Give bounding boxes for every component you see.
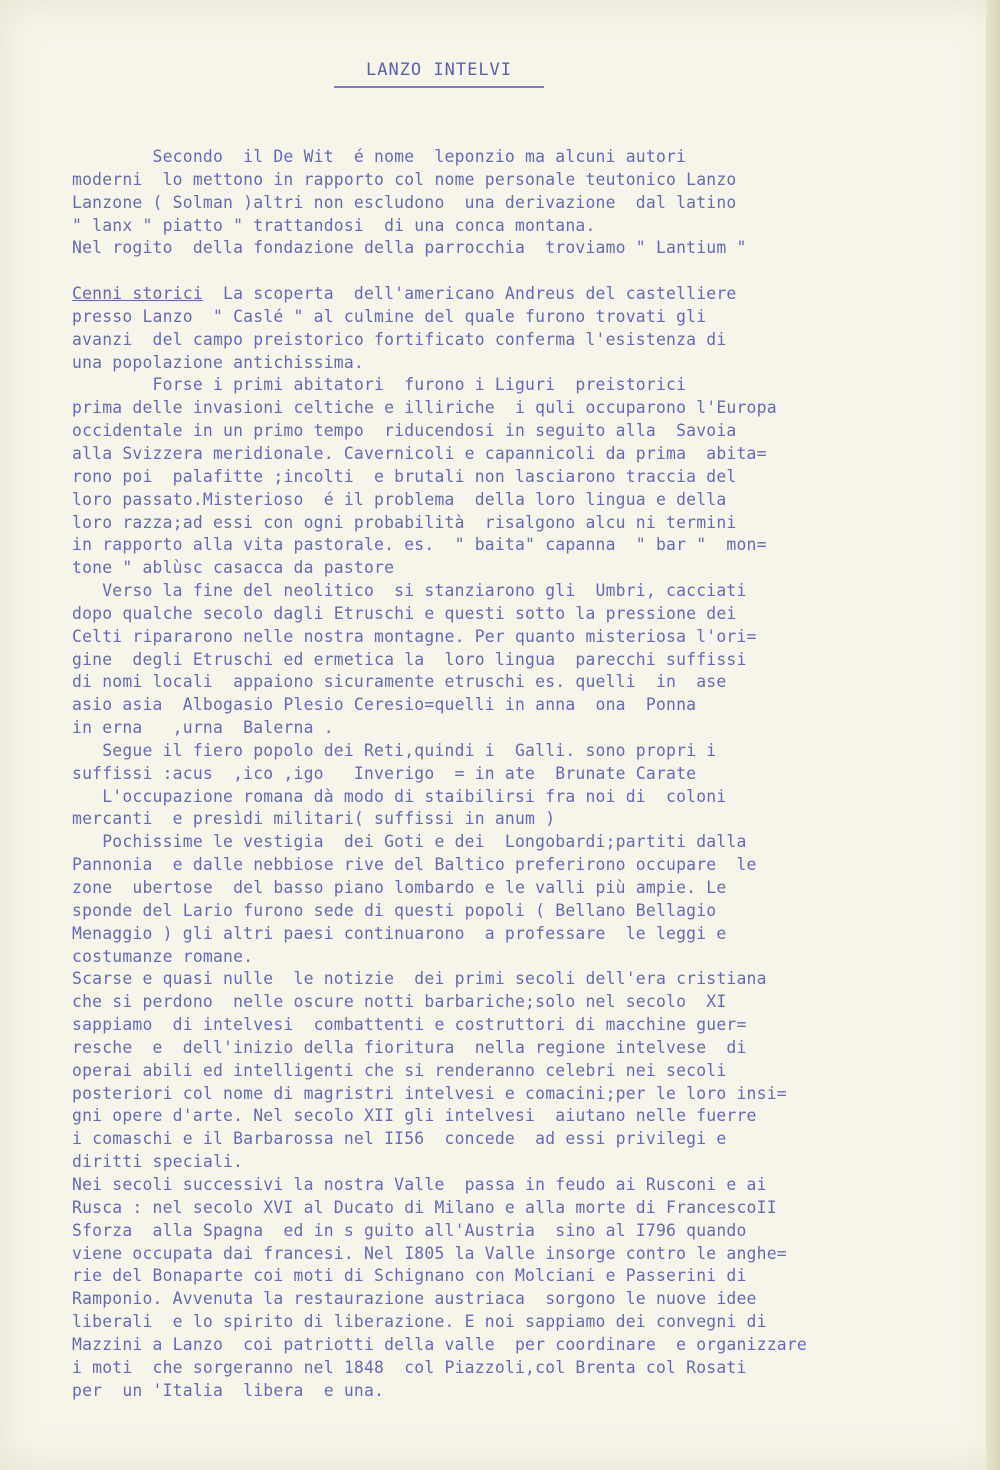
text-line: Rusca : nel secolo XVI al Ducato di Milano e alla morte di FrancescoII — [72, 1197, 777, 1217]
text-line: gine degli Etruschi ed ermetica la loro lingua parecchi suffissi — [72, 649, 747, 669]
text-line: gni opere d'arte. Nel secolo XII gli intelvesi aiutano nelle fuerre — [72, 1106, 757, 1126]
text-line: Forse i primi abitatori furono i Liguri preistorici — [72, 375, 687, 395]
text-line: operai abili ed intelligenti che si renderanno celebri nei secoli — [72, 1060, 727, 1080]
text-line: " lanx " piatto " trattandosi di una conca montana. — [72, 215, 596, 235]
text-line-with-heading — [72, 283, 932, 306]
text-line: i comaschi e il Barbarossa nel II56 concede ad essi privilegi e — [72, 1129, 727, 1149]
text-line: presso Lanzo " Caslé " al culmine del quale furono trovati gli — [72, 306, 707, 326]
text-line: rie del Bonaparte coi moti di Schignano con Molciani e Passerini di — [72, 1266, 747, 1286]
text-line: Secondo il De Wit é nome leponzio ma alcuni autori — [72, 147, 687, 166]
text-line: Ramponio. Avvenuta la restaurazione austriaca sorgono le nuove idee — [72, 1289, 757, 1309]
text-line: posteriori col nome di magristri intelvesi e comacini;per le loro insi= — [72, 1083, 787, 1103]
text-line: loro passato.Misterioso é il problema della loro lingua e della — [72, 489, 727, 509]
text-line: sponde del Lario furono sede di questi popoli ( Bellano Bellagio — [72, 900, 717, 920]
text-line: loro razza;ad essi con ogni probabilità risalgono alcu ni termini — [72, 512, 737, 532]
text-line: suffissi :acus ,ico ,igo Inverigo = in ate Brunate Carate — [72, 763, 697, 783]
text-line: avanzi del campo preistorico fortificato conferma l'esistenza di — [72, 329, 727, 349]
text-line: zone ubertose del basso piano lombardo e le valli più ampie. Le — [72, 878, 727, 897]
text-line: che si perdono nelle oscure notti barbariche;solo nel secolo XI — [72, 992, 727, 1012]
text-line: Segue il fiero popolo dei Reti,quindi i Galli. sono propri i — [72, 740, 717, 760]
text-line: viene occupata dai francesi. Nel I805 la Valle insorge contro le anghe= — [72, 1243, 787, 1263]
text-line: costumanze romane. — [72, 946, 254, 966]
text-line: Nel rogito della fondazione della parrocchia troviamo " Lantium " — [72, 238, 747, 258]
text-line: tone " ablùsc casacca da pastore — [72, 558, 395, 578]
text-line: mercanti e presìdi militari( suffissi in anum ) — [72, 809, 556, 829]
text-line: Celti ripararono nelle nostra montagne. Per quanto misteriosa l'ori= — [72, 626, 757, 646]
text-line: resche e dell'inizio della fioritura nella regione intelvese di — [72, 1037, 747, 1057]
text-line: Lanzone ( Solman )altri non escludono una derivazione dal latino — [72, 192, 737, 212]
text-line: La scoperta dell'americano Andreus del castelliere — [202, 284, 737, 304]
section-heading: Cenni storici — [72, 284, 203, 304]
text-line: alla Svizzera meridionale. Cavernicoli e capannicoli da prima abita= — [72, 443, 767, 463]
text-line: Sforza alla Spagna ed in s guito all'Austria sino al I796 quando — [72, 1220, 747, 1240]
text-line: Menaggio ) gli altri paesi continuarono a professare le leggi e — [72, 923, 727, 943]
text-line: Nei secoli successivi la nostra Valle passa in feudo ai Rusconi e ai — [72, 1174, 767, 1194]
text-line: di nomi locali appaiono sicuramente etruschi es. quelli in ase — [72, 672, 727, 692]
text-line: Mazzini a Lanzo coi patriotti della valle per coordinare e organizzare — [72, 1334, 807, 1354]
text-line: in rapporto alla vita pastorale. es. " baita" capanna " bar " mon= — [72, 535, 767, 555]
text-line: dopo qualche secolo dagli Etruschi e questi sotto la pressione dei — [72, 603, 737, 623]
text-line: prima delle invasioni celtiche e illiriche i quli occuparono l'Europa — [72, 398, 777, 418]
text-line: in erna ,urna Balerna . — [72, 718, 334, 738]
document-body — [72, 146, 932, 1402]
text-line: diritti speciali. — [72, 1152, 244, 1172]
text-line: Verso la fine del neolitico si stanziarono gli Umbri, cacciati — [72, 581, 747, 601]
text-line: L'occupazione romana dà modo di staibilirsi fra noi di coloni — [72, 786, 727, 806]
page-title: LANZO INTELVI — [334, 60, 544, 88]
text-line: moderni lo mettono in rapporto col nome personale teutonico Lanzo — [72, 169, 737, 189]
text-line: rono poi palafitte ;incolti e brutali non lasciarono traccia del — [72, 466, 737, 486]
text-line: Scarse e quasi nulle le notizie dei primi secoli dell'era cristiana — [72, 969, 767, 989]
text-line: sappiamo di intelvesi combattenti e costruttori di macchine guer= — [72, 1015, 747, 1035]
text-line: Pochissime le vestigia dei Goti e dei Longobardi;partiti dalla — [72, 832, 747, 852]
text-line: occidentale in un primo tempo riducendosi in seguito alla Savoia — [72, 421, 737, 441]
paragraph-gap — [72, 260, 932, 283]
text-line: una popolazione antichissima. — [72, 352, 364, 372]
text-line: i moti che sorgeranno nel 1848 col Piazzoli,col Brenta col Rosati — [72, 1357, 747, 1377]
text-line: per un 'Italia libera e una. — [72, 1380, 385, 1400]
text-line: asio asia Albogasio Plesio Ceresio=quelli in anna ona Ponna — [72, 695, 697, 715]
text-line: liberali e lo spirito di liberazione. E noi sappiamo dei convegni di — [72, 1312, 767, 1332]
page-edge — [986, 0, 1000, 1470]
text-line: Pannonia e dalle nebbiose rive del Baltico preferirono occupare le — [72, 855, 757, 875]
